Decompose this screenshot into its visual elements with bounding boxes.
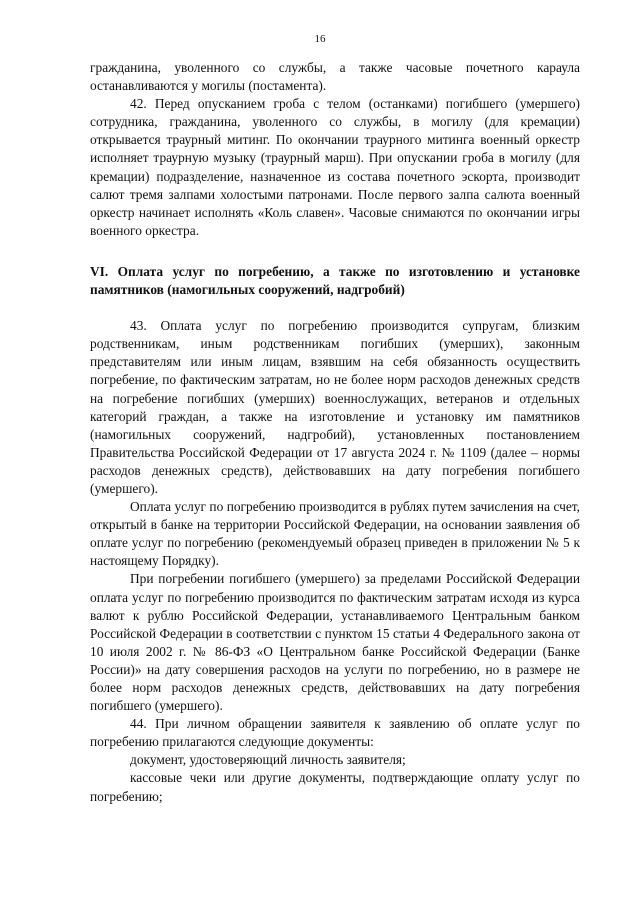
list-item-receipts: кассовые чеки или другие документы, подтверждающие оплату услуг по погребению;	[90, 770, 580, 804]
paragraph-continuation: гражданина, уволенного со службы, а также часовые почетного караула останавливаются у могилы (постамента).	[90, 60, 580, 94]
paragraph-44: 44. При личном обращении заявителя к заявлению об оплате услуг по погребению прилагаются следующие документы:	[90, 716, 580, 750]
paragraph-43: 43. Оплата услуг по погребению производится супругам, близким родственникам, иным родственникам погибших (умерших), законным представителям или иным лицам, взявшим на себя обязанность осуществить погребение, по фактическим затратам, но не более норм расходов денежных средств на погребение погибших (умерших) военнослужащих, ветеранов и отдельных категорий граждан, а также на изготовление и установку им памятников (намогильных сооружений, надгробий), установленных постановлением Правительства Российской Федерации от 17 августа 2024 г. № 1109 (далее – нормы расходов денежных средств), действовавших на дату погребения погибшего (умершего).	[90, 318, 580, 496]
spacer	[90, 240, 580, 263]
paragraph-abroad-burial: При погребении погибшего (умершего) за пределами Российской Федерации оплата услуг по погребению производится по фактическим затратам исходя из курса валют к рублю Российской Федерации, устанавливаемого Центральным банком Российской Федерации в соответствии с пунктом 15 статьи 4 Федерального закона от 10 июля 2002 г. № 86-ФЗ «О Центральном банке Российской Федерации (Банке России)» на дату совершения расходов на услуги по погребению, но в размере не более норм расходов денежных средств, действовавших на дату погребения погибшего (умершего).	[90, 571, 580, 714]
paragraph-payment-method: Оплата услуг по погребению производится в рублях путем зачисления на счет, открытый в банке на территории Российской Федерации, на основании заявления об оплате услуг по погребению (рекомендуемый образец приведен в приложении № 5 к настоящему Порядку).	[90, 499, 580, 569]
list-item-identity-document: документ, удостоверяющий личность заявителя;	[130, 752, 406, 768]
document-body	[90, 59, 580, 806]
section-heading: VI. Оплата услуг по погребению, а также по изготовлению и установке памятников (намогильных сооружений, надгробий)	[90, 263, 580, 298]
spacer	[90, 299, 580, 317]
page-number: 16	[314, 33, 326, 45]
paragraph-42: 42. Перед опусканием гроба с телом (останками) погибшего (умершего) сотрудника, гражданина, уволенного со службы, в могилу (для кремации) открывается траурный митинг. По окончании траурного митинга военный оркестр исполняет траурную музыку (траурный марш). При опускании гроба в могилу (для кремации) подразделение, назначенное из состава почетного эскорта, производит салют тремя залпами холостыми патронами. После первого залпа салюта военный оркестр начинает исполнять «Коль славен». Часовые снимаются по окончании игры военного оркестра.	[90, 96, 580, 238]
